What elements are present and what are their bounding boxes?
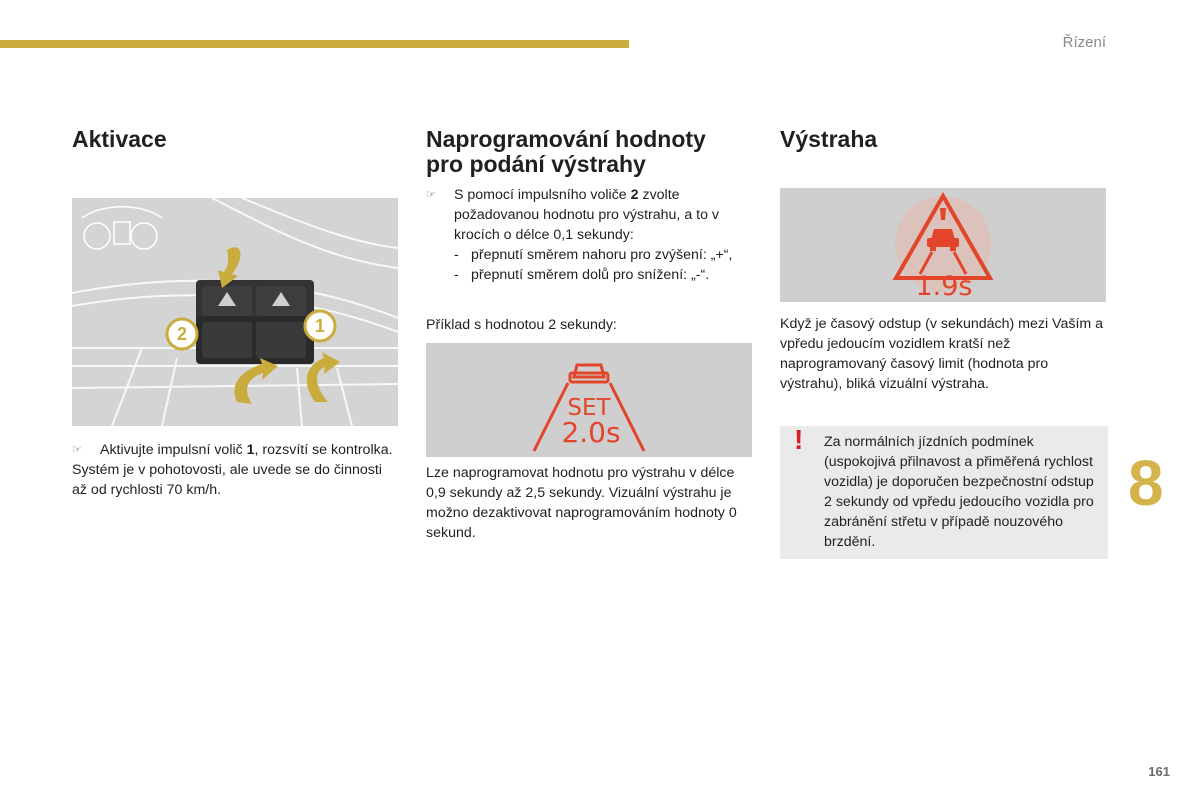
range-note: Lze naprogramovat hodnotu pro výstrahu v délce 0,9 sekundy až 2,5 sekundy. Vizuální výstrahu je možno dezaktivovat naprogramováním hodnoty 0 sekund.: [426, 465, 737, 541]
alert-value: 1.9s: [915, 271, 973, 302]
column-programming: [426, 127, 754, 543]
page-number: 161: [1148, 764, 1170, 779]
column-warning: [780, 127, 1108, 559]
programming-instruction: ☞ S pomocí impulsního voliče 2 zvolte požadovanou hodnotu pro výstrahu, a to v krocích o délce 0,1 sekundy:: [426, 187, 720, 243]
warning-text: Za normálních jízdních podmínek (uspokojivá přilnavost a přiměřená rychlost vozidla) je doporučen bezpečnostní odstup 2 sekundy od vpředu jedoucího vozidla pro zabránění střetu v případě nouzového brzdění.: [824, 434, 1094, 550]
chapter-number: 8: [1128, 447, 1164, 519]
dashboard-buttons-drawing: [72, 198, 398, 426]
callout-1: 1: [314, 316, 326, 336]
activation-illustration: [72, 198, 398, 426]
section-title: Řízení: [1062, 34, 1106, 51]
alert-explanation: Když je časový odstup (v sekundách) mezi Vaším a vpředu jedoucím vozidlem kratší než naprogramovaný časový limit (hodnota pro výstrahu), bliká vizuální výstraha.: [780, 316, 1104, 392]
set-display-drawing: [426, 343, 752, 457]
alert-display-illustration: [780, 188, 1106, 302]
column-activation: [72, 127, 400, 500]
exclamation-icon: !: [794, 424, 804, 455]
callout-2: 2: [176, 324, 188, 344]
activation-note: Systém je v pohotovosti, ale uvede se do činnosti až od rychlosti 70 km/h.: [72, 462, 382, 498]
activation-heading: Aktivace: [72, 126, 167, 152]
dash-item-decrease: - přepnutí směrem dolů pro snížení: „-“.: [454, 267, 710, 283]
warning-box: [780, 426, 1108, 559]
example-label: Příklad s hodnotou 2 sekundy:: [426, 317, 617, 333]
programming-heading: Naprogramování hodnoty pro podání výstrahy: [426, 126, 706, 177]
pointing-hand-icon: ☞: [72, 444, 82, 456]
activation-instruction: ☞ Aktivujte impulsní volič 1, rozsvítí se kontrolka.: [72, 442, 393, 458]
alert-display-drawing: [780, 188, 1106, 302]
warning-heading: Výstraha: [780, 126, 878, 152]
set-value: 2.0s: [561, 416, 621, 449]
dash-item-increase: - přepnutí směrem nahoru pro zvýšení: „+“,: [454, 247, 733, 263]
set-display-illustration: [426, 343, 752, 457]
pointing-hand-icon: ☞: [426, 189, 436, 201]
set-label: SET: [567, 395, 611, 421]
header-accent-bar: [0, 40, 629, 48]
